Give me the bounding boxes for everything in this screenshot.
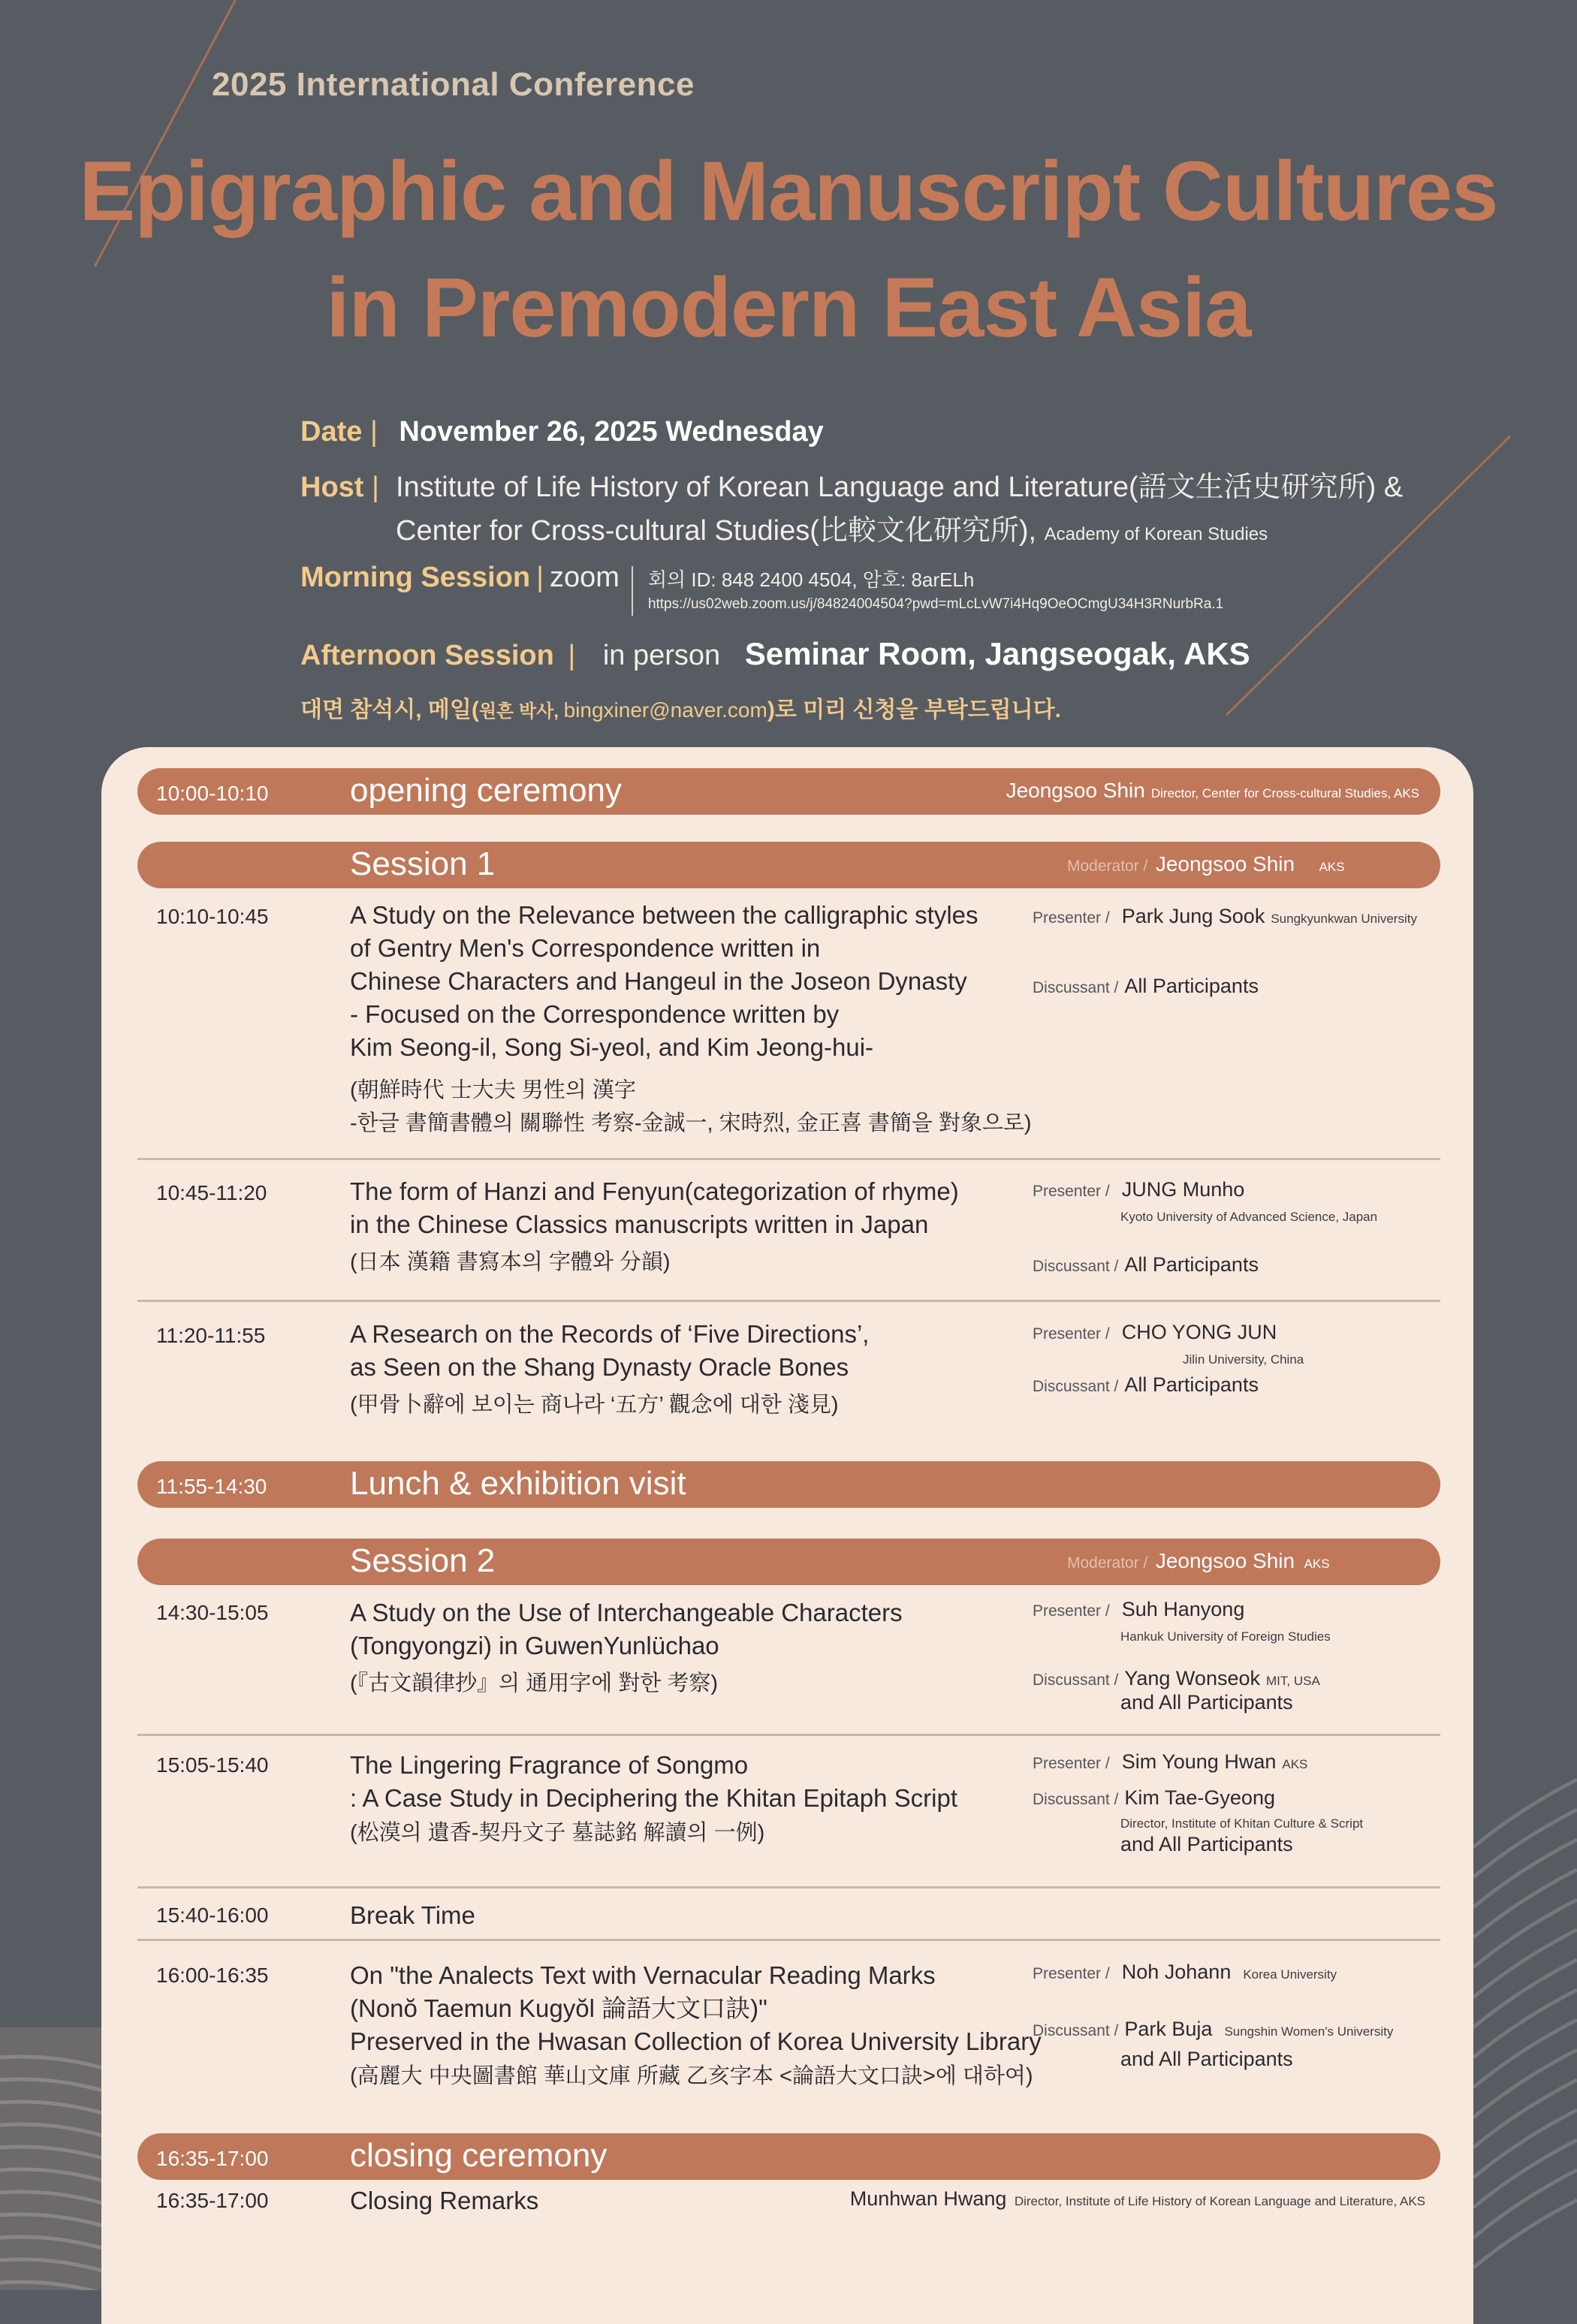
talk-title-line: (Tongyongzi) in GuwenYunlüchao [350, 1632, 719, 1659]
break-row [137, 1901, 1440, 1934]
conference-subtitle: 2025 International Conference [212, 66, 695, 103]
morning-session-mode: zoom [550, 562, 620, 593]
conference-title-line-2: in Premodern East Asia [326, 261, 1251, 354]
talk-title-line: The Lingering Fragrance of Songmo [350, 1751, 749, 1779]
host-info [300, 466, 1404, 547]
closing-ceremony-bar [137, 2133, 1440, 2180]
discussant-name: All Participants [1124, 1373, 1259, 1396]
talk-row [137, 1598, 1440, 1721]
talk-time: 10:45-11:20 [156, 1181, 267, 1204]
talk-title-line: A Study on the Use of Interchangeable Characters [350, 1599, 903, 1626]
date-info [300, 416, 824, 448]
notice-email[interactable]: bingxiner@naver.com [563, 698, 767, 722]
presenter-affiliation: Kyoto University of Advanced Science, Japan [1120, 1210, 1378, 1224]
presenter-name: JUNG Munho [1121, 1178, 1245, 1201]
presenter-label: Presenter / [1033, 1602, 1110, 1620]
zoom-link[interactable]: https://us02web.zoom.us/j/84824004504?pwd=mLcLvW7i4Hq9OeOCmgU34H3RNurbRa.1 [647, 596, 1224, 612]
talk-title-line: : A Case Study in Deciphering the Khitan Epitaph Script [350, 1784, 957, 1812]
session-2-moderator-aff: AKS [1304, 1557, 1330, 1571]
talk-row [137, 1750, 1440, 1866]
presenter-affiliation: AKS [1282, 1757, 1308, 1771]
discussant-extra: and All Participants [1120, 1691, 1293, 1714]
opening-person: Jeongsoo Shin [1006, 779, 1145, 802]
session-1-title: Session 1 [350, 846, 496, 882]
discussant-label: Discussant / [1033, 1671, 1119, 1689]
separator: | [536, 562, 544, 593]
talk-korean-title-line: (松漠의 遺香-契丹文子 墓誌銘 解讀의 一例) [350, 1821, 765, 1845]
talk-korean-title-line: (朝鮮時代 士大夫 男性의 漢字 [350, 1078, 636, 1102]
talk-title-line: of Gentry Men's Correspondence written in [350, 934, 821, 962]
presenter-name: Suh Hanyong [1121, 1598, 1245, 1620]
separator: | [369, 416, 378, 448]
talk-title-line: - Focused on the Correspondence written by [350, 1000, 840, 1028]
host-academy: Academy of Korean Studies [1044, 524, 1268, 544]
host-label: Host [300, 472, 364, 503]
discussant-affiliation: Sungshin Women's University [1224, 2024, 1394, 2039]
presenter-affiliation: Sungkyunkwan University [1271, 912, 1417, 926]
talk-title-line: as Seen on the Shang Dynasty Oracle Bones [350, 1353, 849, 1381]
presenter-label: Presenter / [1033, 1183, 1110, 1200]
presenter-name: Park Jung Sook [1121, 905, 1265, 927]
discussant-extra: and All Participants [1120, 2048, 1293, 2070]
talk-korean-title-line: (日本 漢籍 書寫本의 字體와 分韻) [350, 1250, 671, 1274]
row-divider [137, 1886, 1440, 1888]
moderator-label: Moderator / [1067, 858, 1148, 875]
talk-title-line: in the Chinese Classics manuscripts written in Japan [350, 1210, 929, 1238]
decorative-arcs-left [0, 2027, 105, 2290]
morning-session-info [300, 562, 1223, 616]
discussant-affiliation: Director, Institute of Khitan Culture & Script [1120, 1816, 1364, 1831]
program-card [101, 747, 1473, 2324]
talk-title-line: Kim Seong-il, Song Si-yeol, and Kim Jeong-hui- [350, 1033, 874, 1061]
discussant-label: Discussant / [1033, 1378, 1119, 1395]
zoom-meeting-id: 회의 ID: 848 2400 4504, 암호: 8arELh [647, 568, 975, 591]
talk-time: 10:10-10:45 [156, 905, 269, 928]
talk-title-line: A Research on the Records of ‘Five Directions’, [350, 1320, 870, 1348]
break-title: Break Time [350, 1901, 475, 1929]
lunch-time: 11:55-14:30 [156, 1475, 267, 1498]
discussant-extra: and All Participants [1120, 1833, 1293, 1855]
host-line-2: Center for Cross-cultural Studies(比較文化研究所), [396, 515, 1037, 547]
row-divider [137, 1939, 1440, 1941]
zoom-details [632, 566, 1223, 616]
row-divider [137, 1300, 1440, 1302]
talk-time: 14:30-15:05 [156, 1601, 269, 1624]
morning-session-label: Morning Session [300, 562, 531, 593]
presenter-label: Presenter / [1033, 1965, 1110, 1982]
talk-korean-title-line: (甲骨卜辭에 보이는 商나라 ‘五方’ 觀念에 대한 淺見) [350, 1393, 839, 1417]
discussant-label: Discussant / [1033, 2022, 1119, 2039]
discussant-name: All Participants [1124, 1253, 1259, 1276]
session-1-bar [137, 842, 1440, 888]
discussant-label: Discussant / [1033, 979, 1119, 996]
row-divider [137, 1158, 1440, 1160]
presenter-affiliation: Jilin University, China [1183, 1352, 1304, 1367]
date-label: Date [300, 416, 363, 448]
moderator-label: Moderator / [1067, 1554, 1148, 1572]
session-2-bar [137, 1539, 1440, 1585]
talk-title-line: Chinese Characters and Hangeul in the Joseon Dynasty [350, 967, 967, 995]
registration-notice [300, 691, 1061, 724]
talk-korean-title-line: (『古文韻律抄』의 通用字에 對한 考察) [350, 1671, 719, 1696]
presenter-name: Sim Young Hwan [1121, 1750, 1277, 1773]
session-1-moderator: Jeongsoo Shin [1155, 852, 1295, 876]
discussant-name: Park Buja [1124, 2018, 1213, 2040]
closing-person: Munhwan Hwang [849, 2187, 1007, 2210]
session-1-moderator-aff: AKS [1319, 860, 1345, 874]
opening-title: opening ceremony [350, 772, 623, 809]
talk-time: 16:00-16:35 [156, 1964, 269, 1987]
discussant-name: All Participants [1124, 975, 1259, 997]
afternoon-session-label: Afternoon Session [300, 640, 554, 671]
talk-row [137, 1320, 1440, 1436]
talk-time: 15:05-15:40 [156, 1753, 269, 1777]
notice-text-pre: 대면 참석시, 메일( [300, 698, 479, 722]
talk-row [137, 901, 1440, 1153]
lunch-bar [137, 1461, 1440, 1508]
separator: | [568, 640, 576, 671]
presenter-affiliation: Korea University [1243, 1967, 1337, 1982]
session-2-title: Session 2 [350, 1542, 496, 1579]
notice-contact-name: 원흔 박사, [478, 701, 564, 722]
conference-title-line-1: Epigraphic and Manuscript Cultures [79, 144, 1498, 238]
afternoon-session-info [300, 636, 1250, 672]
lunch-title: Lunch & exhibition visit [350, 1465, 686, 1502]
talk-time: 11:20-11:55 [156, 1324, 266, 1347]
talk-title-line: On "the Analects Text with Vernacular Reading Marks [350, 1961, 936, 1989]
closing-remarks-row [137, 2189, 1440, 2219]
talk-title-line: A Study on the Relevance between the calligraphic styles [350, 901, 978, 929]
closing-time: 16:35-17:00 [156, 2147, 269, 2170]
afternoon-session-mode: in person [602, 640, 721, 671]
talk-title-line: The form of Hanzi and Fenyun(categorization of rhyme) [350, 1177, 959, 1205]
closing-affiliation: Director, Institute of Life History of Korean Language and Literature, AKS [1014, 2194, 1425, 2208]
notice-text-post: )로 미리 신청을 부탁드립니다. [767, 698, 1061, 722]
opening-time: 10:00-10:10 [156, 782, 269, 805]
opening-ceremony-bar [137, 768, 1440, 815]
session-2-moderator: Jeongsoo Shin [1155, 1549, 1295, 1572]
host-line-1: Institute of Life History of Korean Language and Literature(語文生活史研究所) & [396, 472, 1404, 503]
discussant-affiliation: MIT, USA [1266, 1674, 1320, 1688]
afternoon-session-room: Seminar Room, Jangseogak, AKS [744, 636, 1250, 671]
presenter-label: Presenter / [1033, 909, 1110, 927]
talk-row [137, 1177, 1440, 1294]
closing-remarks-title: Closing Remarks [350, 2187, 539, 2214]
discussant-label: Discussant / [1033, 1258, 1119, 1275]
talk-korean-title-line: -한글 書簡書體의 關聯性 考察-金誠一, 宋時烈, 金正喜 書簡을 對象으로) [350, 1111, 1032, 1135]
presenter-label: Presenter / [1033, 1325, 1110, 1343]
break-time: 15:40-16:00 [156, 1904, 269, 1927]
separator: | [372, 472, 379, 503]
closing-title: closing ceremony [350, 2137, 608, 2174]
discussant-label: Discussant / [1033, 1791, 1119, 1808]
presenter-label: Presenter / [1033, 1755, 1110, 1772]
decorative-arcs-right [1473, 1674, 1577, 2290]
closing-remarks-time: 16:35-17:00 [156, 2189, 269, 2212]
date-value: November 26, 2025 Wednesday [399, 416, 824, 448]
presenter-name: CHO YONG JUN [1121, 1321, 1277, 1343]
presenter-affiliation: Hankuk University of Foreign Studies [1120, 1629, 1331, 1644]
talk-title-line: (Nonŏ Taemun Kugyŏl 論語大文口訣)" [350, 1994, 767, 2022]
talk-title-line: Preserved in the Hwasan Collection of Korea University Library [350, 2027, 1042, 2055]
talk-korean-title-line: (高麗大 中央圖書館 華山文庫 所藏 乙亥字本 <論語大文口訣>에 대하여) [350, 2064, 1033, 2088]
row-divider [137, 1734, 1440, 1736]
presenter-name: Noh Johann [1121, 1961, 1232, 1983]
talk-row [137, 1961, 1440, 2106]
discussant-name: Yang Wonseok [1124, 1667, 1260, 1689]
discussant-name: Kim Tae-Gyeong [1124, 1786, 1275, 1809]
opening-affiliation: Director, Center for Cross-cultural Studies, AKS [1150, 786, 1419, 800]
